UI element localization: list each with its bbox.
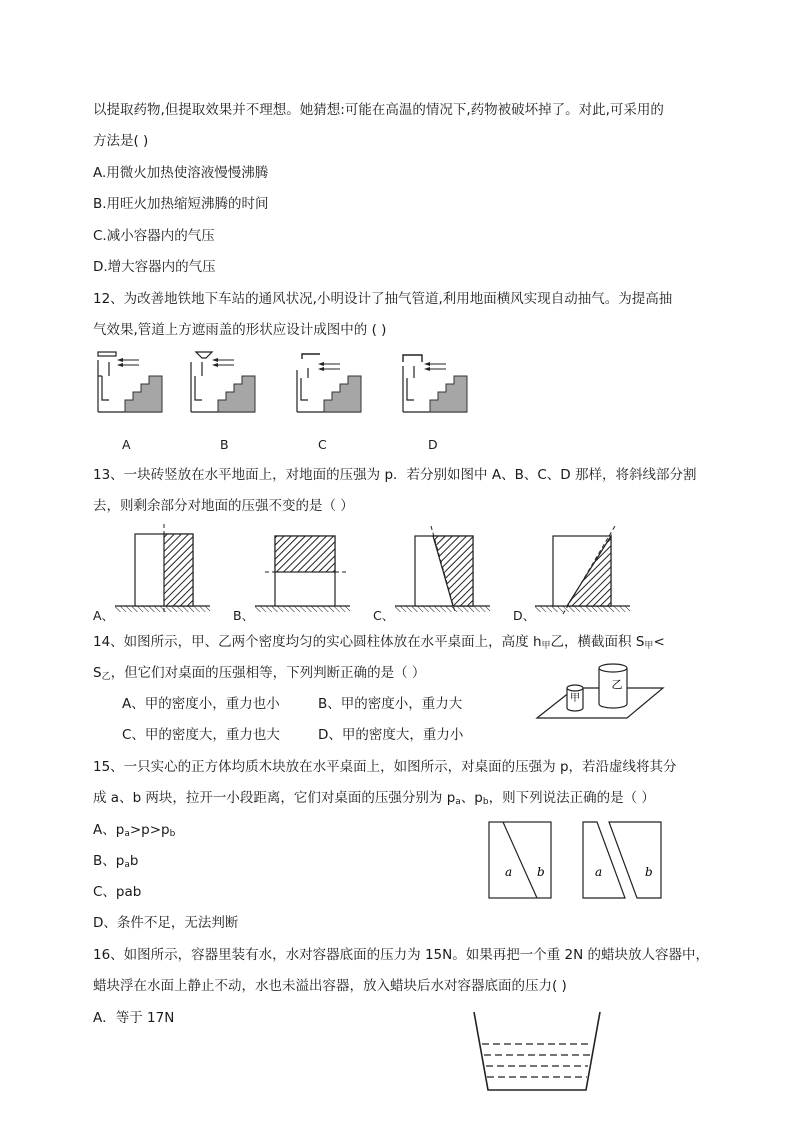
q15-label-a2: a (595, 865, 603, 879)
q14-label-yi: 乙 (611, 678, 623, 691)
q14-stem-line1: 14、如图所示，甲、乙两个密度均匀的实心圆柱体放在水平桌面上，高度 $h_甲$乙，横截面积 $S_甲<$ (93, 634, 665, 651)
q15-label-a1: a (505, 865, 513, 879)
q14-cylinders-figure (535, 660, 665, 722)
q15-stem-line1: 15、一只实心的正方体均质木块放在水平桌面上，如图所示，对桌面的压强为 p，若沿虚线将其分 (93, 759, 677, 775)
q13-label-c: C、 (373, 608, 395, 623)
q16-option-a: A．等于 17N (93, 1010, 175, 1026)
q14-label-jia: 甲 (570, 693, 580, 704)
q12-label-d: D (428, 437, 438, 452)
q13-brick-c (395, 522, 495, 620)
q15-option-c: C、pab (93, 884, 142, 900)
q13-label-b: B、 (233, 608, 255, 623)
q16-container-figure (472, 1008, 602, 1094)
q12-label-b: B (220, 437, 229, 452)
q12-figure-d (400, 350, 470, 418)
q11-stem-line1: 以提取药物,但提取效果并不理想。她猜想:可能在高温的情况下,药物被破坏掉了。对此,可采用的 (93, 102, 664, 118)
q16-stem-line1: 16、如图所示，容器里装有水，水对容器底面的压力为 15N。如果再把一个重 2N 的蜡块放人容器中， (93, 947, 710, 963)
q12-figure-a (95, 350, 165, 418)
q13-brick-d (535, 522, 635, 620)
q15-stem-line2: 成 a、b 两块，拉开一小段距离，它们对桌面的压强分别为 $p_a$、$p_b$，则下列说法正确的是（ ） (93, 790, 655, 807)
q14-option-a: A、甲的密度小，重力也小 (122, 696, 280, 712)
q15-option-d: D、条件不足，无法判断 (93, 915, 239, 931)
q12-figure-c (294, 350, 364, 418)
q15-option-b: B、$p_ab$ (93, 853, 139, 870)
q13-brick-a (115, 522, 215, 620)
q15-cube-figure (485, 818, 665, 902)
q11-option-c: C.减小容器内的气压 (93, 228, 215, 244)
q16-stem-line2: 蜡块浮在水面上静止不动，水也未溢出容器，放入蜡块后水对容器底面的压力( ) (93, 978, 567, 994)
q14-option-d: D、甲的密度大，重力小 (318, 727, 464, 743)
q13-brick-b (255, 522, 355, 620)
q12-stem-line2: 气效果,管道上方遮雨盖的形状应设计成图中的 ( ) (93, 322, 387, 338)
q11-stem-line2: 方法是( ) (93, 133, 149, 149)
q12-stem-line1: 12、为改善地铁地下车站的通风状况,小明设计了抽气管道,利用地面横风实现自动抽气。为提高抽 (93, 291, 673, 307)
q15-label-b1: b (537, 865, 545, 879)
q15-option-a: A、$p_a>p>p_b$ (93, 822, 176, 839)
q11-option-b: B.用旺火加热缩短沸腾的时间 (93, 196, 269, 212)
q13-stem-line1: 13、一块砖竖放在水平地面上，对地面的压强为 p．若分别如图中 A、B、C、D 那样，将斜线部分割 (93, 467, 697, 483)
q13-label-a: A、 (93, 608, 115, 623)
q14-option-b: B、甲的密度小，重力大 (318, 696, 463, 712)
q11-option-d: D.增大容器内的气压 (93, 259, 216, 275)
q12-label-c: C (318, 437, 327, 452)
q11-option-a: A.用微火加热使溶液慢慢沸腾 (93, 165, 269, 181)
q13-stem-line2: 去，则剩余部分对地面的压强不变的是（ ） (93, 498, 354, 514)
q12-label-a: A (122, 437, 131, 452)
q14-option-c: C、甲的密度大，重力也大 (122, 727, 280, 743)
q13-label-d: D、 (513, 608, 536, 623)
q15-label-b2: b (645, 865, 653, 879)
q12-figure-b (188, 350, 258, 418)
q14-stem-line2: $S_乙$，但它们对桌面的压强相等，下列判断正确的是（ ） (93, 665, 426, 682)
